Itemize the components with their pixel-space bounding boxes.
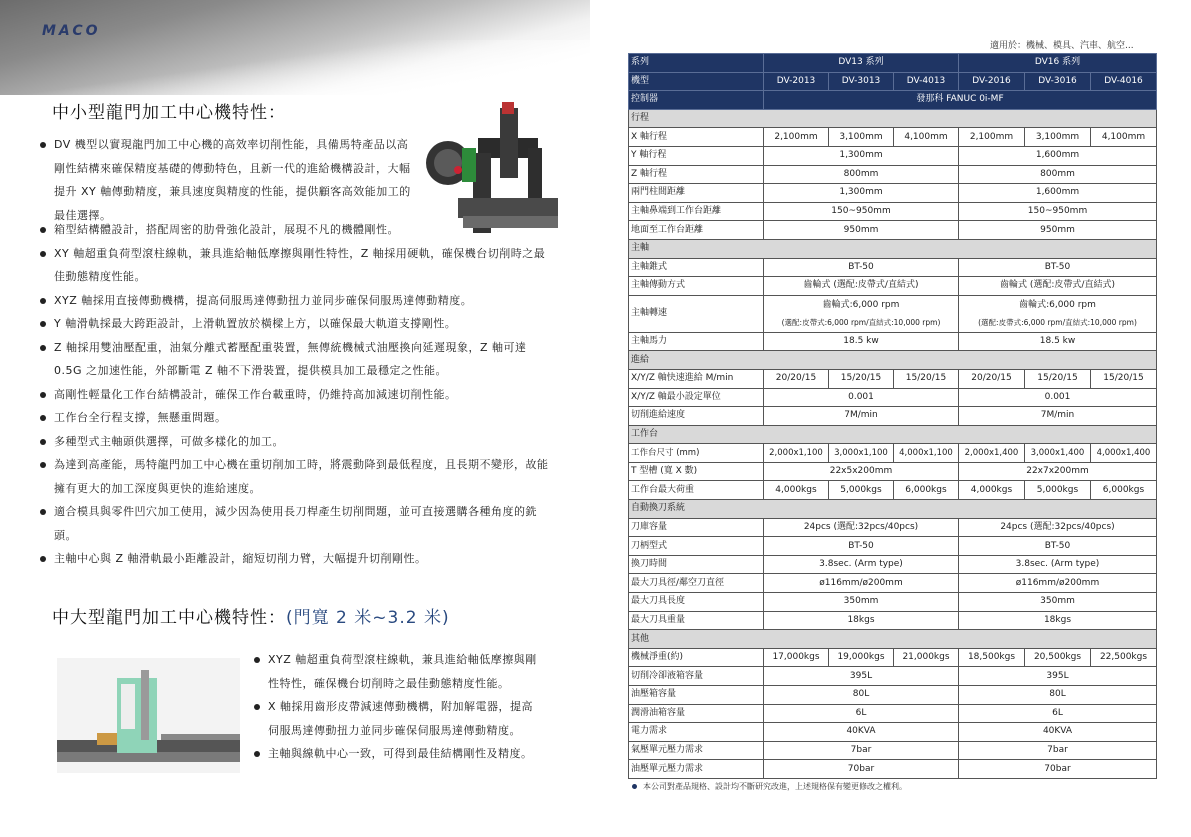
spec-row: 主軸馬力 18.5 kw 18.5 kw xyxy=(629,332,1157,351)
feature-list-main xyxy=(40,218,555,571)
feature-item: 高剛性輕量化工作台結構設計，確保工作台載重時，仍維持高加減速切削性能。 xyxy=(40,383,555,407)
feature-item: XYZ 軸採用直接傳動機構，提高伺服馬達傳動扭力並同步確保伺服馬達傳動精度。 xyxy=(40,289,555,313)
applications-note: 適用於：機械、模具、汽車、航空... xyxy=(990,41,1134,51)
section-heading-large-main: 中大型龍門加工中心機特性： xyxy=(52,608,286,628)
large-gantry-machine-image xyxy=(57,658,240,773)
spec-row-controller: 控制器 發那科 FANUC 0i-MF xyxy=(629,91,1157,110)
spec-row-speed: 主軸轉速 齒輪式:6,000 rpm (選配:皮帶式:6,000 rpm/直結式:10,000 rpm) 齒輪式:6,000 rpm (選配:皮帶式:6,000 rpm/直結式:10,000 rpm) xyxy=(629,295,1157,332)
spec-row: 機械淨重(約) 17,000kgs 19,000kgs 21,000kgs 18,500kgs 20,500kgs 22,500kgs xyxy=(629,648,1157,667)
spec-row: 最大刀具長度 350mm 350mm xyxy=(629,593,1157,612)
spec-row: X 軸行程 2,100mm 3,100mm 4,100mm 2,100mm 3,100mm 4,100mm xyxy=(629,128,1157,147)
feature-item: X 軸採用齒形皮帶減速傳動機構，附加解電器，提高伺服馬達傳動扭力並同步確保伺服馬達傳動精度。 xyxy=(254,695,544,742)
spec-row-series: 系列 DV13 系列 DV16 系列 xyxy=(629,54,1157,73)
spec-row: 工作台最大荷重 4,000kgs 5,000kgs 6,000kgs 4,000kgs 5,000kgs 6,000kgs xyxy=(629,481,1157,500)
feature-item: XYZ 軸超重負荷型滾柱線軌，兼具進給軸低摩擦與剛性特性，確保機台切削時之最佳動態精度性能。 xyxy=(254,648,544,695)
header-gradient-fade xyxy=(0,40,590,100)
spec-row: 氣壓單元壓力需求 7bar 7bar xyxy=(629,741,1157,760)
spec-footnote: 本公司對產品規格、設計均不斷研究改進，上述規格保有變更修改之權利。 xyxy=(632,781,907,792)
feature-item: 適合模具與零件凹穴加工使用，減少因為使用長刀桿產生切削問題，並可直接選購各種角度的銑頭。 xyxy=(40,500,555,547)
spec-section-other: 其他 xyxy=(629,630,1157,649)
spec-row: 切削冷卻液箱容量 395L 395L xyxy=(629,667,1157,686)
spec-row: 主軸鼻端到工作台距離 150~950mm 150~950mm xyxy=(629,202,1157,221)
feature-item: 為達到高產能，馬特龍門加工中心機在重切削加工時，將震動降到最低程度，且長期不變形，故能擁有更大的加工深度與更快的進給速度。 xyxy=(40,453,555,500)
spec-section-travel: 行程 xyxy=(629,109,1157,128)
feature-item: 主軸與線軌中心一致，可得到最佳結構剛性及精度。 xyxy=(254,742,544,766)
spec-row: 最大刀具重量 18kgs 18kgs xyxy=(629,611,1157,630)
section-heading-large xyxy=(52,603,450,628)
feature-item: 工作台全行程支撐，無懸重問題。 xyxy=(40,406,555,430)
spec-row: 換刀時間 3.8sec. (Arm type) 3.8sec. (Arm type) xyxy=(629,555,1157,574)
feature-item: XY 軸超重負荷型滾柱線軌，兼具進給軸低摩擦與剛性特性，Z 軸採用硬軌，確保機台切削時之最佳動態精度性能。 xyxy=(40,242,555,289)
spec-row: 切削進給速度 7M/min 7M/min xyxy=(629,407,1157,426)
feature-item: Z 軸採用雙油壓配重，油氣分離式蓄壓配重裝置，無傳統機械式油壓換向延遲現象，Z 軸可達 0.5G 之加速性能，外部斷電 Z 軸不下滑裝置，提供模具加工最穩定之性能。 xyxy=(40,336,555,383)
spec-row: T 型槽 (寬 X 數) 22x5x200mm 22x7x200mm xyxy=(629,462,1157,481)
brand-logo: MACO xyxy=(42,23,101,39)
spec-row: Y 軸行程 1,300mm 1,600mm xyxy=(629,146,1157,165)
feature-item: 箱型結構體設計，搭配周密的肋骨強化設計，展現不凡的機體剛性。 xyxy=(40,218,555,242)
spec-row: 地面至工作台距離 950mm 950mm xyxy=(629,221,1157,240)
feature-item: 主軸中心與 Z 軸滑軌最小距離設計，縮短切削力臂，大幅提升切削剛性。 xyxy=(40,547,555,571)
spec-row: 工作台尺寸 (mm) 2,000x1,100 3,000x1,100 4,000x1,100 2,000x1,400 3,000x1,400 4,000x1,400 xyxy=(629,444,1157,463)
spec-row: Z 軸行程 800mm 800mm xyxy=(629,165,1157,184)
spec-row: X/Y/Z 軸快速進給 M/min 20/20/15 15/20/15 15/20/15 20/20/15 15/20/15 15/20/15 xyxy=(629,369,1157,388)
spec-section-table: 工作台 xyxy=(629,425,1157,444)
spec-row: 主軸傳動方式 齒輪式 (選配:皮帶式/直結式) 齒輪式 (選配:皮帶式/直結式) xyxy=(629,277,1157,296)
feature-list-large xyxy=(254,648,544,766)
spec-row: 主軸錐式 BT-50 BT-50 xyxy=(629,258,1157,277)
spec-table xyxy=(628,53,1157,779)
gantry-machine-image xyxy=(418,98,578,236)
spec-row: 刀庫容量 24pcs (選配:32pcs/40pcs) 24pcs (選配:32pcs/40pcs) xyxy=(629,518,1157,537)
feature-list-top xyxy=(40,133,412,227)
feature-item: Y 軸滑軌採最大跨距設計，上滑軌置放於橫樑上方，以確保最大軌道支撐剛性。 xyxy=(40,312,555,336)
spec-row: 電力需求 40KVA 40KVA xyxy=(629,723,1157,742)
feature-item: 多種型式主軸頭供選擇，可做多樣化的加工。 xyxy=(40,430,555,454)
spec-row-model: 機型 DV-2013 DV-3013 DV-4013 DV-2016 DV-3016 DV-4016 xyxy=(629,72,1157,91)
spec-section-feed: 進給 xyxy=(629,351,1157,370)
section-heading-large-accent: (門寬 2 米~3.2 米) xyxy=(286,608,450,628)
feature-item: DV 機型以實現龍門加工中心機的高效率切削性能，具備馬特產品以高剛性結構來確保精度基礎的傳動特色，且新一代的進給機構設計，大幅提升 XY 軸傳動精度，兼具速度與精度的性能，提供顧客高效能加工的最佳選擇。 xyxy=(40,133,412,227)
spec-row: 刀柄型式 BT-50 BT-50 xyxy=(629,537,1157,556)
spec-row: 油壓單元壓力需求 70bar 70bar xyxy=(629,760,1157,779)
spec-row: 潤滑油箱容量 6L 6L xyxy=(629,704,1157,723)
footnote-bullet-icon xyxy=(632,784,637,789)
spec-section-spindle: 主軸 xyxy=(629,239,1157,258)
spec-row: X/Y/Z 軸最小設定單位 0.001 0.001 xyxy=(629,388,1157,407)
section-heading-small-medium: 中小型龍門加工中心機特性： xyxy=(52,103,286,123)
spec-row: 兩門柱間距離 1,300mm 1,600mm xyxy=(629,184,1157,203)
spec-row: 最大刀具徑/鄰空刀直徑 ø116mm/ø200mm ø116mm/ø200mm xyxy=(629,574,1157,593)
spec-row: 油壓箱容量 80L 80L xyxy=(629,686,1157,705)
spec-section-atc: 自動換刀系統 xyxy=(629,500,1157,519)
